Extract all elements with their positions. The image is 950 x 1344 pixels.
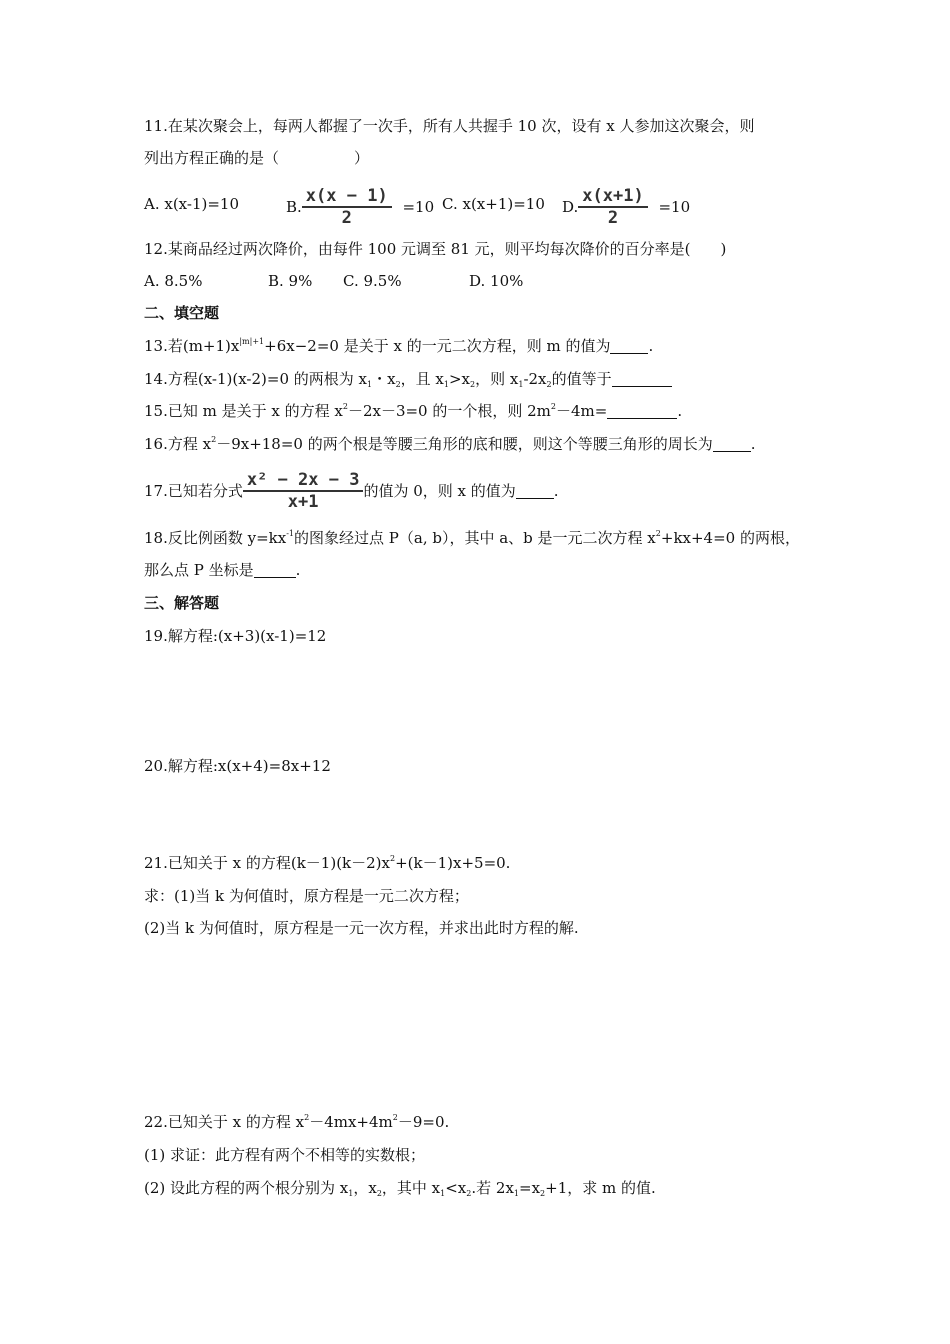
question-22-line-1: 22.已知关于 x 的方程 $x^2-4mx+4m^2-9=0$.	[144, 1113, 450, 1131]
fraction: $\frac{\text{x² − 2x − 3}}{x+1}$	[243, 470, 364, 512]
question-18-line-2: 那么点 P 坐标是 .	[144, 561, 301, 579]
answer-blank[interactable]	[516, 483, 554, 499]
fraction-d: $\frac{x(x+1)}{2}$	[578, 186, 647, 228]
option-a: A. x(x-1)=10	[144, 195, 239, 213]
question-12-options	[144, 271, 644, 291]
section-heading-fill-in: 二、填空题	[144, 304, 220, 322]
question-13: 13.若$(m+1)x^{|m|+1}+6x-2=0$ 是关于 x 的一元二次方程，则 m 的值为 .	[144, 337, 654, 355]
answer-blank[interactable]	[607, 403, 677, 419]
answer-blank[interactable]	[612, 371, 672, 387]
question-20: 20.解方程:x(x+4)=8x+12	[144, 757, 331, 775]
question-21-line-3: (2)当 k 为何值时，原方程是一元一次方程，并求出此时方程的解.	[144, 919, 579, 937]
answer-blank[interactable]	[254, 562, 296, 578]
question-16: 16.方程 $x^2-9x+18=0$ 的两个根是等腰三角形的底和腰，则这个等腰三角形的周长为 .	[144, 435, 756, 453]
option-d: D. $\frac{x(x+1)}{2}$ =10	[562, 186, 691, 228]
question-22-line-2: (1) 求证：此方程有两个不相等的实数根；	[144, 1146, 426, 1164]
answer-blank[interactable]	[610, 338, 648, 354]
option-c: C. x(x+1)=10	[442, 195, 545, 213]
question-12: 12.某商品经过两次降价，由每件 100 元调至 81 元，则平均每次降价的百分率是( )	[144, 240, 727, 258]
question-21-line-2: 求：(1)当 k 为何值时，原方程是一元二次方程；	[144, 887, 469, 905]
answer-blank[interactable]	[713, 436, 751, 452]
question-11-options	[144, 186, 844, 230]
option-b: B. $\frac{x(x - 1)}{2}$ =10	[286, 186, 435, 228]
question-19: 19.解方程:(x+3)(x-1)=12	[144, 627, 327, 645]
question-17: 17.已知若分式 $\frac{\text{x² − 2x − 3}}{x+1}$ 的值为 0，则 x 的值为 .	[144, 470, 559, 512]
question-21-line-1: 21.已知关于 x 的方程$(k-1)(k-2)x^2+(k-1)x+5=0$.	[144, 854, 511, 872]
question-11-line-1: 11.在某次聚会上，每两人都握了一次手，所有人共握手 10 次，设有 x 人参加这次聚会，则	[144, 117, 755, 135]
option-c: C. 9.5%	[343, 272, 402, 290]
question-11-line-2: 列出方程正确的是（ ）	[144, 149, 370, 167]
option-a: A. 8.5%	[144, 272, 203, 290]
section-heading-solve: 三、解答题	[144, 594, 220, 612]
question-14: 14.方程(x-1)(x-2)=0 的两根为 $x_1$・$x_2$，且 $x_1>x_2$，则 $x_1-2x_2$的值等于	[144, 369, 672, 389]
option-b: B. 9%	[268, 272, 313, 290]
question-15: 15.已知 m 是关于 x 的方程 $x^2-2x-3=0$ 的一个根，则 $2m^2-4m=$ .	[144, 402, 683, 420]
fraction-b: $\frac{x(x - 1)}{2}$	[302, 186, 392, 228]
question-18-line-1: 18.反比例函数 $y=kx^{-1}$的图象经过点 P（a, b），其中 a、b 是一元二次方程 $x^2+kx+4=0$ 的两根，	[144, 529, 800, 547]
question-22-line-3: (2) 设此方程的两个根分别为 $x_1$，$x_2$，其中 $x_1<x_2$.若 $2x_1=x_2+1$，求 m 的值.	[144, 1179, 656, 1198]
option-d: D. 10%	[469, 272, 524, 290]
